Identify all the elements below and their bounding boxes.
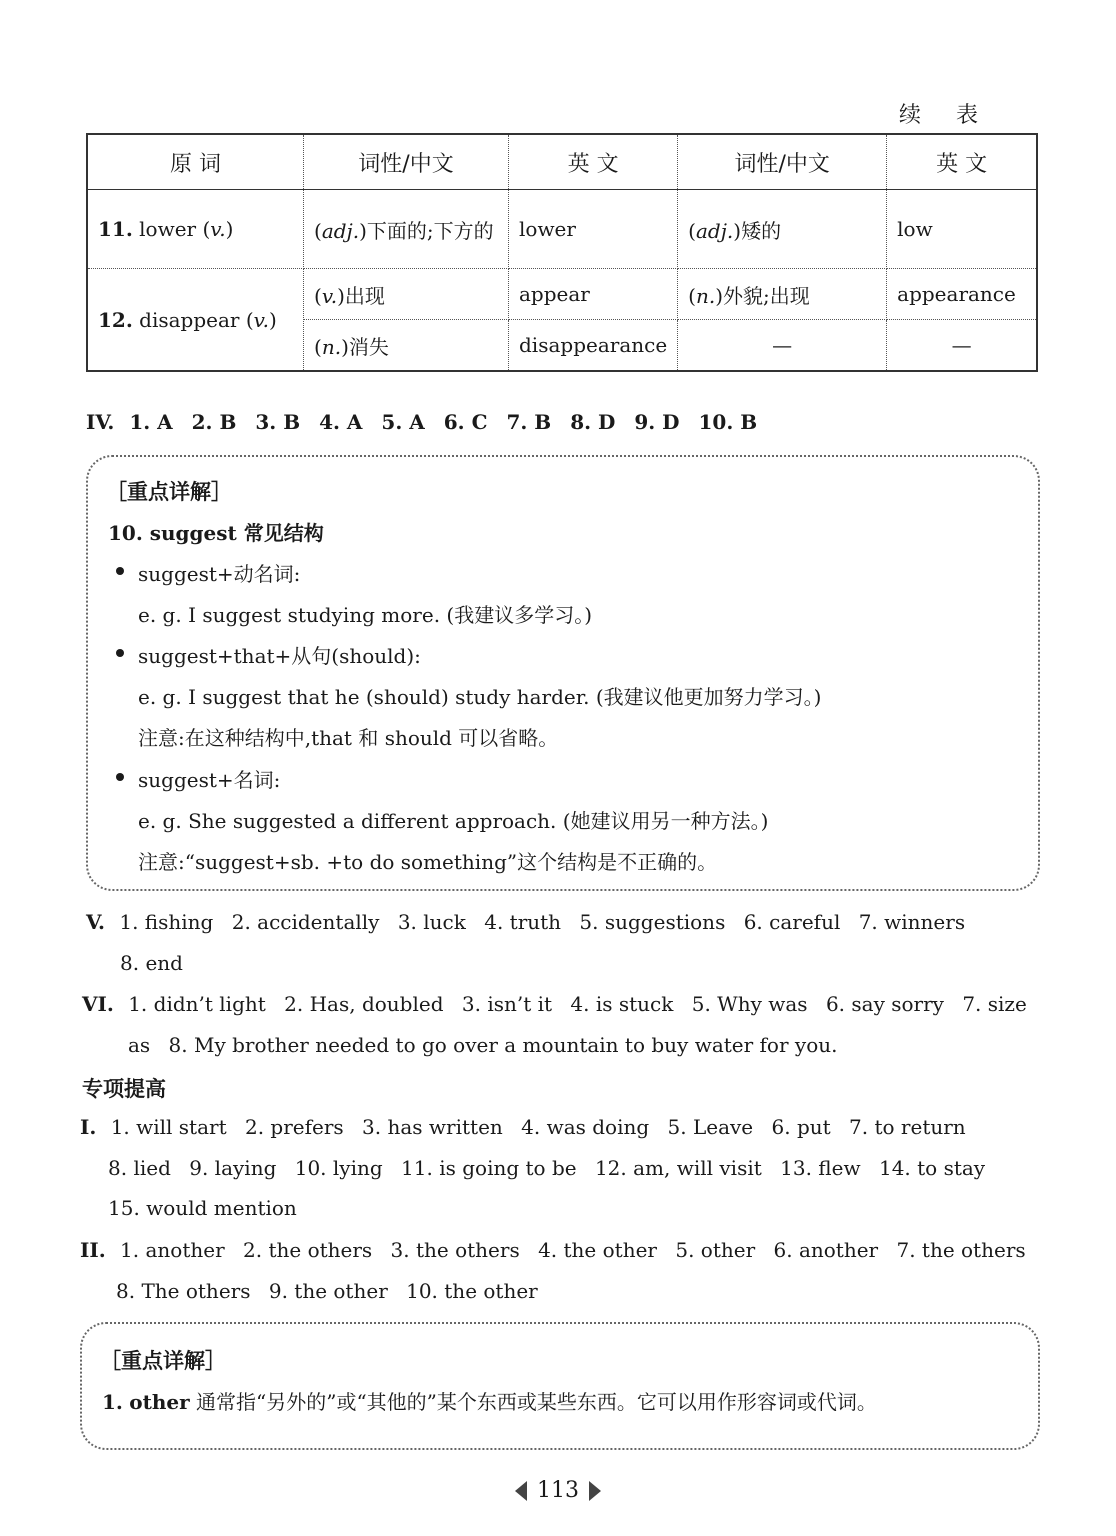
header-original-word: 原 词 [87, 134, 304, 190]
section-i-line-2: 8. lied 9. laying 10. lying 11. is going to be 12. am, will visit 13. flew 14. to stay [108, 1156, 986, 1180]
english-cell: appearance [887, 269, 1037, 320]
bullet-icon [116, 649, 124, 657]
header-english-2: 英 文 [887, 134, 1037, 190]
pos-chinese-cell: (adj.)下面的;下方的 [304, 190, 509, 269]
answer-item: 6. C [443, 410, 488, 434]
answer-item: 5. A [381, 410, 425, 434]
table-row [87, 269, 1037, 320]
note-line: 注意:“suggest+sb. +to do something”这个结构是不正确的。 [138, 850, 718, 874]
answer-item: 3. B [255, 410, 301, 434]
prev-page-icon [515, 1481, 527, 1501]
english-cell: appear [509, 269, 678, 320]
note-line: 注意:在这种结构中,that 和 should 可以省略。 [138, 726, 559, 750]
box-explanation: 1. other 通常指“另外的”或“其他的”某个东西或某些东西。它可以用作形容词或代词。 [102, 1390, 877, 1414]
page-number: 113 [0, 1478, 1116, 1503]
answer-item: 9. D [634, 410, 680, 434]
answer-item: 8. D [570, 410, 616, 434]
special-section-heading: 专项提高 [82, 1077, 166, 1101]
empty-dash-cell: — [887, 320, 1037, 372]
english-cell: low [887, 190, 1037, 269]
box-heading: 10. suggest 常见结构 [108, 521, 324, 545]
section-vi-line-2: as 8. My brother needed to go over a mountain to buy water for you. [128, 1033, 838, 1057]
structure-item: suggest+that+从句(should): [138, 644, 421, 668]
english-cell: disappearance [509, 320, 678, 372]
bullet-icon [116, 773, 124, 781]
section-i-line-3: 15. would mention [108, 1196, 297, 1220]
pos-chinese-cell: (n.)外貌;出现 [678, 269, 887, 320]
header-english: 英 文 [509, 134, 678, 190]
box-title: ［重点详解］ [100, 1349, 226, 1373]
answer-item: 4. A [319, 410, 363, 434]
section-v-line-2: 8. end [120, 951, 183, 975]
pos-chinese-cell: (n.)消失 [304, 320, 509, 372]
section-iv-answers: IV. 1. A 2. B 3. B 4. A 5. A 6. C 7. B 8. D 9. D 10. B [86, 410, 758, 434]
answer-item: 2. B [191, 410, 237, 434]
section-ii-line-1: II. 1. another 2. the others 3. the others 4. the other 5. other 6. another 7. the others [80, 1238, 1026, 1262]
structure-item: suggest+动名词: [138, 562, 301, 586]
table-header-row [87, 134, 1037, 190]
empty-dash-cell: — [678, 320, 887, 372]
box-title: ［重点详解］ [106, 480, 232, 504]
example-line: e. g. I suggest studying more. (我建议多学习。) [138, 603, 593, 627]
answer-item: 7. B [506, 410, 552, 434]
section-v-line-1: V. 1. fishing 2. accidentally 3. luck 4. truth 5. suggestions 6. careful 7. winners [86, 910, 966, 934]
next-page-icon [589, 1481, 601, 1501]
bullet-icon [116, 567, 124, 575]
header-pos-chinese: 词性/中文 [304, 134, 509, 190]
pos-chinese-cell: (adj.)矮的 [678, 190, 887, 269]
original-word-cell: 11. lower (v.) [87, 190, 304, 269]
section-i-line-1: I. 1. will start 2. prefers 3. has written 4. was doing 5. Leave 6. put 7. to return [80, 1115, 966, 1139]
section-vi-line-1: VI. 1. didn’t light 2. Has, doubled 3. isn’t it 4. is stuck 5. Why was 6. say sorry 7. size [82, 992, 1027, 1016]
table-row [87, 190, 1037, 269]
section-ii-line-2: 8. The others 9. the other 10. the other [116, 1279, 538, 1303]
original-word-cell: 12. disappear (v.) [87, 269, 304, 372]
structure-item: suggest+名词: [138, 768, 281, 792]
vocab-table [86, 133, 1038, 372]
header-pos-chinese-2: 词性/中文 [678, 134, 887, 190]
example-line: e. g. She suggested a different approach. (她建议用另一种方法。) [138, 809, 769, 833]
example-line: e. g. I suggest that he (should) study harder. (我建议他更加努力学习。) [138, 685, 822, 709]
answer-item: 10. B [698, 410, 758, 434]
answer-item: 1. A [129, 410, 173, 434]
pos-chinese-cell: (v.)出现 [304, 269, 509, 320]
continued-label: 续 表 [899, 103, 992, 128]
english-cell: lower [509, 190, 678, 269]
